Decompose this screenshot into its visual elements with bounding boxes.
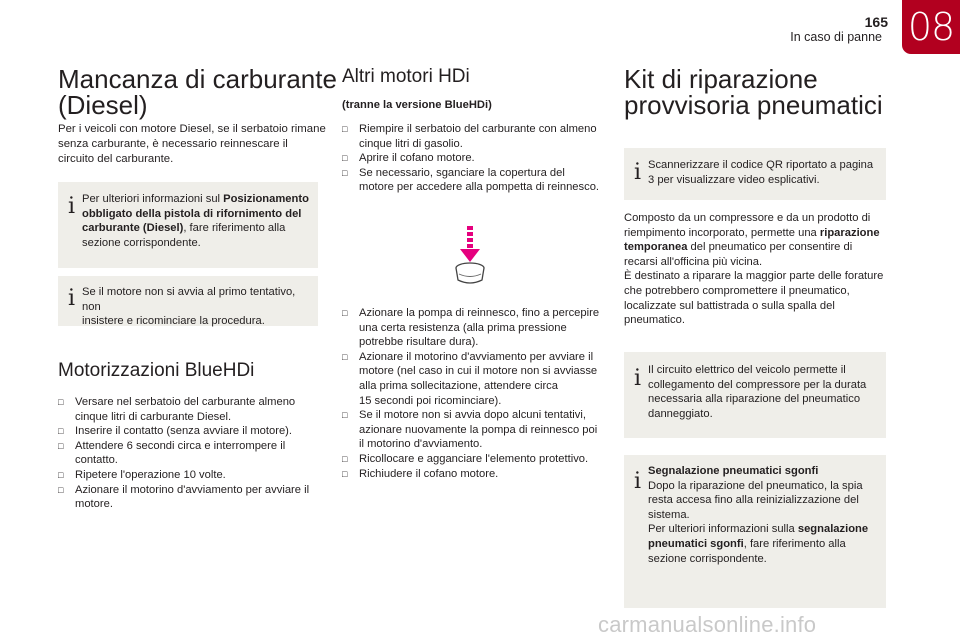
info-text: Se il motore non si avvia al primo tentativo, non [82,286,296,313]
info-text: Per ulteriori informazioni sulla [648,523,798,536]
info-text: , fare riferimento alla [743,537,846,550]
step-line: Azionare il motorino d'avviamento per avviare il [75,483,310,496]
list-item [58,483,328,512]
info-box-tyre-warning [624,455,886,608]
other-hdi-subheading: (tranne la versione BlueHDi) [342,99,492,111]
info-bold: Posizionamento [223,193,309,205]
info-box-text [82,285,310,329]
repair-kit-body [624,211,894,328]
info-icon: i [634,366,642,391]
intro-line: Per i veicoli con motore Diesel, se il serbatoio rimane [58,123,326,135]
info-icon: i [634,469,642,494]
info-icon: i [68,286,76,311]
list-item [342,452,612,467]
info-text: resta accesa fino alla reinizializzazione del [648,494,859,507]
step-line: motore. [75,498,113,511]
body-line: riempimento incorporato, permette una [624,226,820,239]
body-line: pneumatico. [624,314,685,327]
step-line: motore (nel caso in cui il motore non si avviasse [359,365,598,378]
title-line-1: Kit di riparazione [624,64,818,94]
fuel-out-title [58,66,337,118]
list-item [342,151,612,166]
info-icon: i [634,160,642,185]
step-line: Inserire il contatto (senza avviare il motore). [75,425,292,438]
list-item [342,306,612,350]
info-bold: carburante (Diesel) [82,222,184,235]
info-box-text [648,464,878,566]
step-line: potrebbe risultare dura). [359,336,479,349]
step-line: una certa resistenza (alla prima pressione [359,321,567,334]
step-line: azionare nuovamente la pompa di reinnesco poi [359,423,598,436]
info-text: collegamento del compressore per la durata [648,378,867,391]
title-line-1: Mancanza di carburante [58,64,337,94]
step-line: Se necessario, sganciare la copertura del [359,166,565,179]
repair-kit-title [624,66,883,118]
title-line-2: provvisoria pneumatici [624,90,883,120]
page-header [0,0,960,60]
step-line: Riempire il serbatoio del carburante con almeno [359,123,597,135]
fuel-out-intro [58,122,328,167]
info-text: , fare riferimento alla [183,222,286,235]
chapter-tab: 08 [902,0,960,54]
step-line: Se il motore non si avvia dopo alcuni tentativi, [359,409,586,422]
bluehdi-steps [58,395,328,512]
info-bold: segnalazione [797,523,869,536]
step-line: Azionare il motorino d'avviamento per avviare il [359,350,594,363]
info-box-circuit [624,352,886,438]
info-text: danneggiato. [648,407,713,420]
step-line: Ricollocare e agganciare l'elemento protettivo. [359,452,589,465]
list-item [58,439,328,468]
info-bold: pneumatici sgonfi [648,537,744,550]
info-icon: i [68,194,76,219]
list-item [342,166,612,195]
body-line: che potrebbero compromettere il pneumatico, [624,284,850,297]
step-line: il motorino d'avviamento. [359,438,483,451]
info-text: sezione corrispondente. [648,552,767,565]
step-line: Attendere 6 secondi circa e interrompere il [75,439,286,452]
other-hdi-heading: Altri motori HDi [342,66,470,87]
step-line: alla prima sollecitazione, attendere circa [359,379,558,392]
list-item [342,408,612,452]
hand-pump-icon [450,224,490,288]
body-line: localizzate sul battistrada o sulla spalla del [624,299,835,312]
step-line: Ripetere l'operazione 10 volte. [75,468,226,481]
bluehdi-heading: Motorizzazioni BlueHDi [58,360,255,381]
info-text: Scannerizzare il codice QR riportato a pagina [648,159,874,171]
other-hdi-steps-a [342,122,612,195]
other-hdi-steps-b [342,306,612,481]
step-line: contatto. [75,454,118,467]
step-line: Azionare la pompa di reinnesco, fino a percepire [359,307,600,319]
section-title: In caso di panne [790,30,882,44]
info-text: necessaria alla riparazione del pneumatico [648,393,861,406]
info-text: Il circuito elettrico del veicolo permette il [648,364,846,376]
info-text: Per ulteriori informazioni sul [82,193,224,205]
intro-line: senza carburante, è necessario reinnescare il [58,138,288,150]
step-line: Aprire il cofano motore. [359,152,475,165]
list-item [58,468,328,483]
step-line: 15 secondi poi ricominciare). [359,394,502,407]
body-line: recarsi all'officina più vicina. [624,255,763,268]
list-item [58,424,328,439]
info-box-restart [58,276,318,326]
info-bold: Segnalazione pneumatici sgonfi [648,465,819,477]
info-text: insistere e ricominciare la procedura. [82,315,265,328]
list-item [342,350,612,408]
step-line: motore per accedere alla pompetta di reinnesco. [359,181,600,194]
watermark: carmanualsonline.info [598,612,817,637]
list-item [342,122,612,151]
info-box-qr [624,148,886,200]
info-box-text [648,158,878,187]
body-line: del pneumatico per consentire di [687,241,853,254]
info-box-text [82,192,310,250]
info-text: sistema. [648,508,690,521]
step-line: cinque litri di carburante Diesel. [75,410,232,423]
page-number: 165 [864,14,888,30]
intro-line: circuito del carburante. [58,153,174,165]
step-line: Versare nel serbatoio del carburante almeno [75,396,296,408]
body-bold: temporanea [624,241,688,254]
info-bold: obbligato della pistola di rifornimento del [82,207,302,220]
info-text: Dopo la riparazione del pneumatico, la spia [648,479,863,492]
step-line: cinque litri di gasolio. [359,137,463,150]
body-bold: riparazione [819,226,880,239]
step-line: Richiudere il cofano motore. [359,467,499,480]
list-item [58,395,328,424]
list-item [342,467,612,482]
title-line-2: (Diesel) [58,90,148,120]
info-text: 3 per visualizzare video esplicativi. [648,173,820,186]
info-text: sezione corrispondente. [82,236,201,249]
info-box-text [648,363,878,421]
body-line: È destinato a riparare la maggior parte delle forature [624,270,884,283]
body-line: Composto da un compressore e da un prodotto di [624,212,871,224]
info-box-positioning [58,182,318,268]
